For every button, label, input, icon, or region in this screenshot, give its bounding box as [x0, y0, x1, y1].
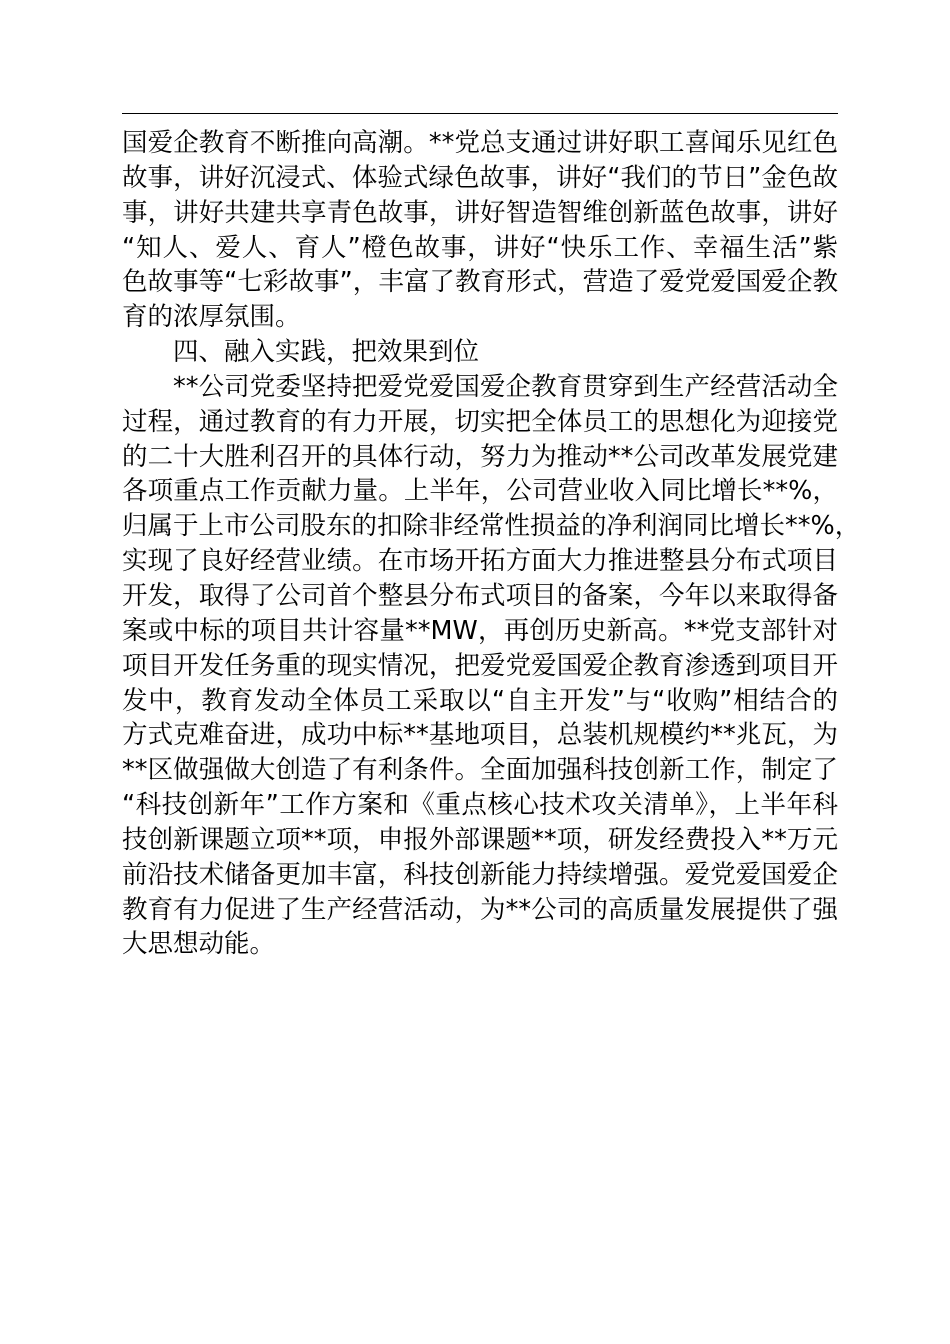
text-line: 色故事等“七彩故事”，丰富了教育形式，营造了爱党爱国爱企教	[122, 267, 838, 298]
paragraph-2	[122, 370, 861, 962]
body-text	[122, 126, 861, 962]
text-line: “知人、爱人、育人”橙色故事，讲好“快乐工作、幸福生活”紫	[122, 232, 838, 263]
text-line: **公司党委坚持把爱党爱国爱企教育贯穿到生产经营活动全	[173, 371, 838, 402]
text-line: 前沿技术储备更加丰富，科技创新能力持续增强。爱党爱国爱企	[122, 859, 838, 890]
text-line: 事，讲好共建共享青色故事，讲好智造智维创新蓝色故事，讲好	[122, 197, 838, 228]
text-line: 开发，取得了公司首个整县分布式项目的备案，今年以来取得备	[122, 580, 838, 611]
text-line: **区做强做大创造了有利条件。全面加强科技创新工作，制定了	[122, 755, 838, 786]
text-line: 方式克难奋进，成功中标**基地项目，总装机规模约**兆瓦，为	[122, 720, 838, 751]
text-line: 实现了良好经营业绩。在市场开拓方面大力推进整县分布式项目	[122, 546, 838, 577]
header-rule	[122, 113, 838, 114]
section-heading: 四、融入实践，把效果到位	[173, 337, 480, 368]
text-line: 技创新课题立项**项，申报外部课题**项，研发经费投入**万元	[122, 824, 838, 855]
text-line: 教育有力促进了生产经营活动，为**公司的高质量发展提供了强	[122, 894, 838, 925]
text-line: 故事，讲好沉浸式、体验式绿色故事，讲好“我们的节日”金色故	[122, 162, 838, 193]
text-line: 大思想动能。	[122, 929, 276, 960]
text-line: 发中，教育发动全体员工采取以“自主开发”与“收购”相结合的	[122, 685, 838, 716]
text-line: 国爱企教育不断推向高潮。**党总支通过讲好职工喜闻乐见红色	[122, 128, 838, 158]
text-line: 各项重点工作贡献力量。上半年，公司营业收入同比增长**%，	[122, 476, 838, 507]
text-line: 归属于上市公司股东的扣除非经常性损益的净利润同比增长**%，	[122, 511, 861, 542]
text-line: 的二十大胜利召开的具体行动，努力为推动**公司改革发展党建	[122, 441, 838, 472]
text-line: 项目开发任务重的现实情况，把爱党爱国爱企教育渗透到项目开	[122, 650, 838, 681]
text-line: 育的浓厚氛围。	[122, 302, 301, 333]
text-line: “科技创新年”工作方案和《重点核心技术攻关清单》，上半年科	[122, 790, 838, 821]
text-line: 过程，通过教育的有力开展，切实把全体员工的思想化为迎接党	[122, 406, 838, 437]
text-line: 案或中标的项目共计容量**MW，再创历史新高。**党支部针对	[122, 615, 838, 646]
paragraph-1	[122, 126, 838, 335]
